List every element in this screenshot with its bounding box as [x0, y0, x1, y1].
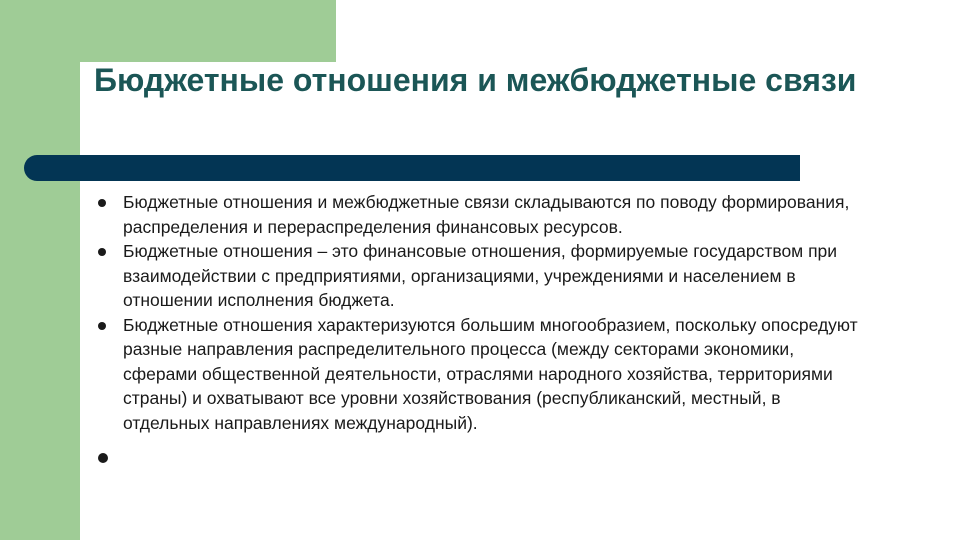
bullet-item — [98, 190, 868, 239]
bullet-text: Бюджетные отношения характеризуются большим многообразием, поскольку опосредуют разные направления распределительного процесса (между секторами экономики, сферами общественной деятельности, отраслями народного хозяйства, территориями страны) и охватывают все уровни хозяйствования (республиканский, местный, в отдельных направлениях международный). — [123, 314, 858, 433]
bullet-dot-icon — [98, 199, 106, 207]
title-underline-bar — [24, 155, 800, 181]
bullet-item-empty — [98, 445, 868, 469]
green-top-block — [0, 0, 336, 62]
bullet-text: Бюджетные отношения и межбюджетные связи складываются по поводу формирования, распределения и перераспределения финансовых ресурсов. — [123, 192, 850, 237]
green-side-strip — [0, 0, 80, 540]
bullet-item — [98, 239, 868, 313]
bullet-list — [98, 190, 868, 469]
bullet-dot-icon — [98, 322, 106, 330]
bullet-dot-icon — [98, 453, 108, 463]
bullet-text: Бюджетные отношения – это финансовые отношения, формируемые государством при взаимодействии с предприятиями, организациями, учреждениями и населением в отношении исполнения бюджета. — [123, 241, 838, 310]
bullet-dot-icon — [98, 248, 106, 256]
slide-title: Бюджетные отношения и межбюджетные связи — [94, 62, 857, 98]
bullet-item — [98, 313, 868, 436]
